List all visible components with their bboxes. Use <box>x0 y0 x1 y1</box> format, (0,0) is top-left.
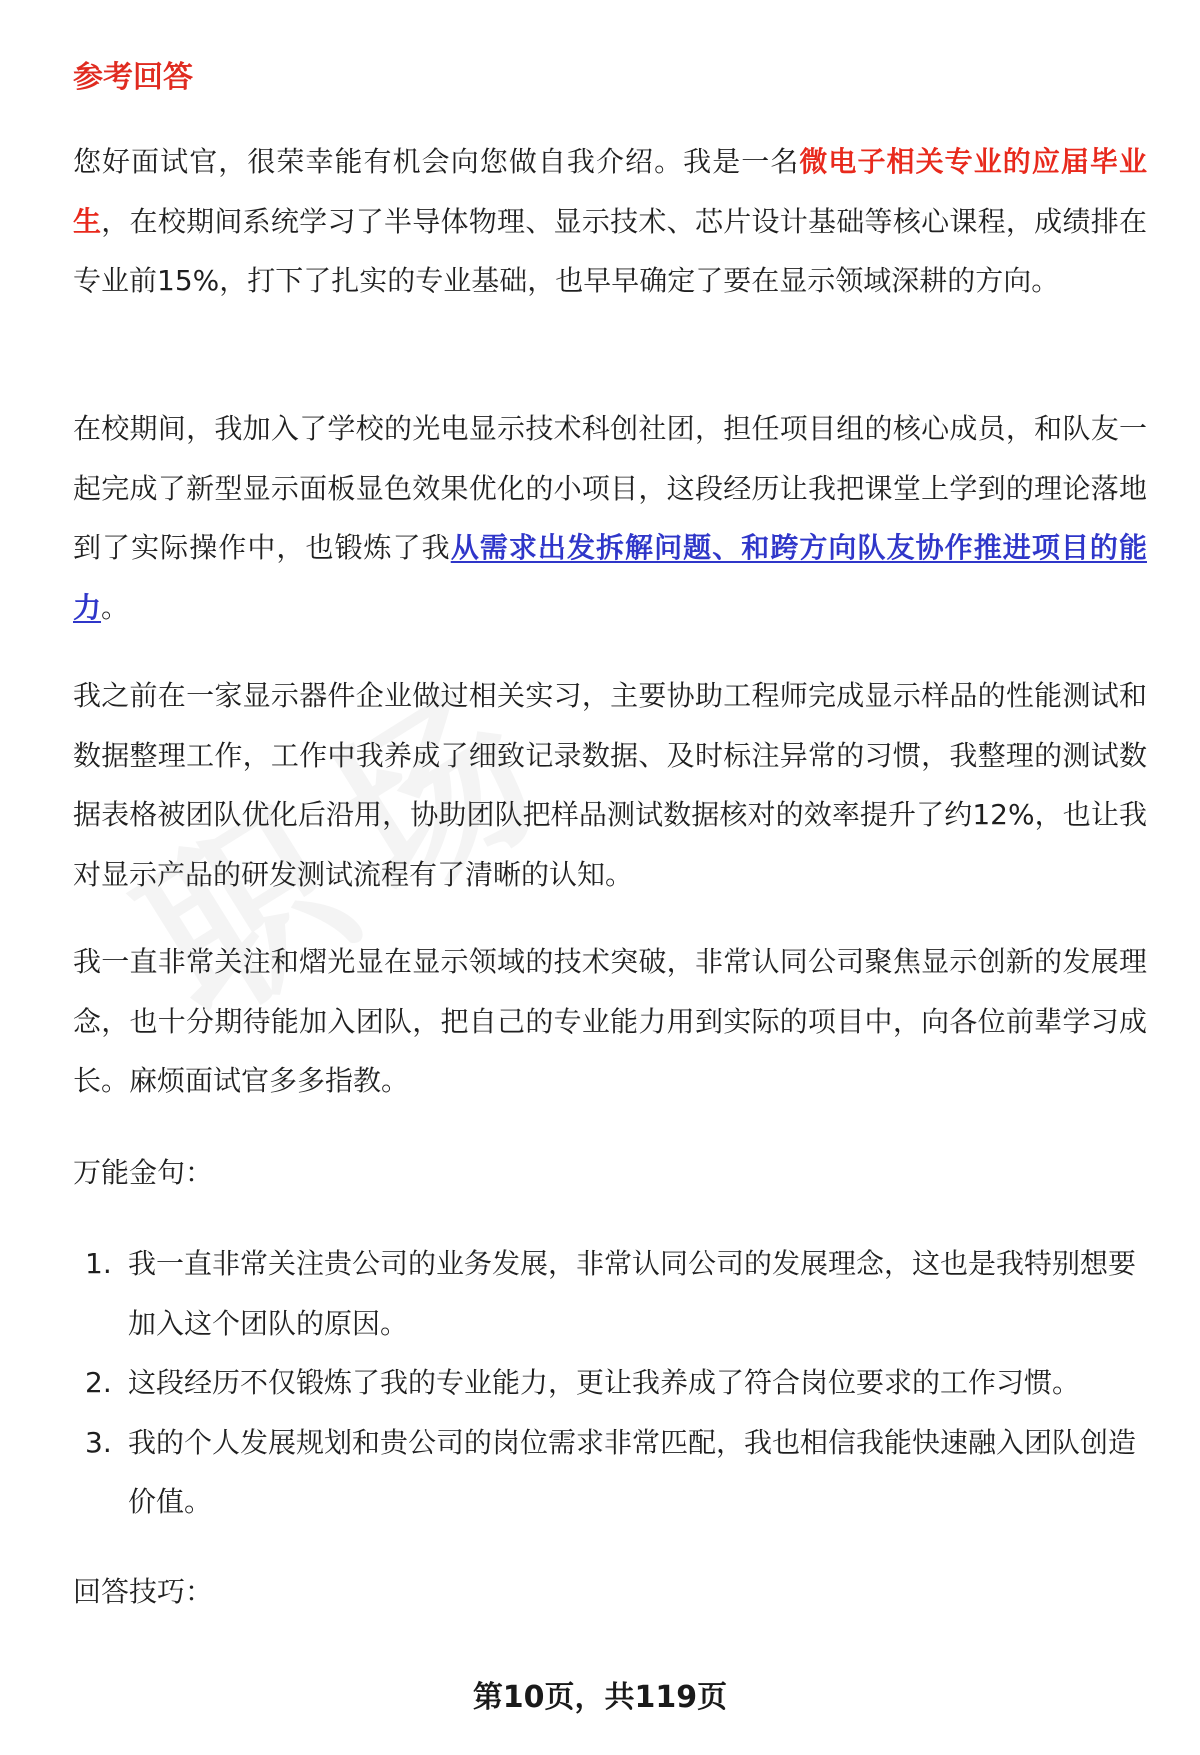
paragraph-campus <box>73 399 1147 637</box>
paragraph-campus-before: 在校期间，我加入了学校的光电显示技术科创社团，担任项目组的核心成员，和队友一起完成了新型显示面板显色效果优化的小项目，这段经历让我把课堂上学到的理论落地到了实际操作中，也锻炼了我 <box>73 412 1147 564</box>
paragraph-intro-after: ，在校期间系统学习了半导体物理、显示技术、芯片设计基础等核心课程，成绩排在专业前15%，打下了扎实的专业基础，也早早确定了要在显示领域深耕的方向。 <box>73 204 1147 297</box>
list-item-number: 1. <box>85 1247 112 1280</box>
paragraph-intro <box>73 132 1147 311</box>
list-item-text: 我一直非常关注贵公司的业务发展，非常认同公司的发展理念，这也是我特别想要加入这个团队的原因。 <box>128 1247 1137 1340</box>
list-item-text: 我的个人发展规划和贵公司的岗位需求非常匹配，我也相信我能快速融入团队创造价值。 <box>128 1425 1137 1518</box>
list-item-number: 2. <box>85 1366 112 1399</box>
list-item <box>73 1234 1147 1353</box>
list-item <box>73 1353 1147 1413</box>
document-page <box>73 0 1147 1755</box>
list-item <box>73 1413 1147 1532</box>
highlight-ability-link[interactable]: 从需求出发拆解问题、和跨方向队友协作推进项目的能力 <box>73 531 1147 624</box>
paragraph-campus-after: 。 <box>101 590 130 624</box>
golden-sentences-list <box>73 1234 1147 1532</box>
list-item-number: 3. <box>85 1425 112 1459</box>
list-item-text: 这段经历不仅锻炼了我的专业能力，更让我养成了符合岗位要求的工作习惯。 <box>128 1366 1081 1399</box>
paragraph-intro-before: 您好面试官，很荣幸能有机会向您做自我介绍。我是一名 <box>73 145 800 178</box>
answer-tips-label: 回答技巧： <box>73 1575 214 1608</box>
paragraph-motivation: 我一直非常关注和熠光显在显示领域的技术突破，非常认同公司聚焦显示创新的发展理念，也十分期待能加入团队，把自己的专业能力用到实际的项目中，向各位前辈学习成长。麻烦面试官多多指教。 <box>73 945 1147 1097</box>
paragraph-internship: 我之前在一家显示器件企业做过相关实习，主要协助工程师完成显示样品的性能测试和数据整理工作，工作中我养成了细致记录数据、及时标注异常的习惯，我整理的测试数据表格被团队优化后沿用，协助团队把样品测试数据核对的效率提升了约12%，也让我对显示产品的研发测试流程有了清晰的认知。 <box>73 679 1147 891</box>
page-number: 第10页，共119页 <box>472 1680 728 1715</box>
golden-sentences-label: 万能金句： <box>73 1156 214 1189</box>
highlight-major: 微电子相关专业的应届毕业生 <box>73 145 1147 238</box>
section-heading: 参考回答 <box>73 60 193 95</box>
